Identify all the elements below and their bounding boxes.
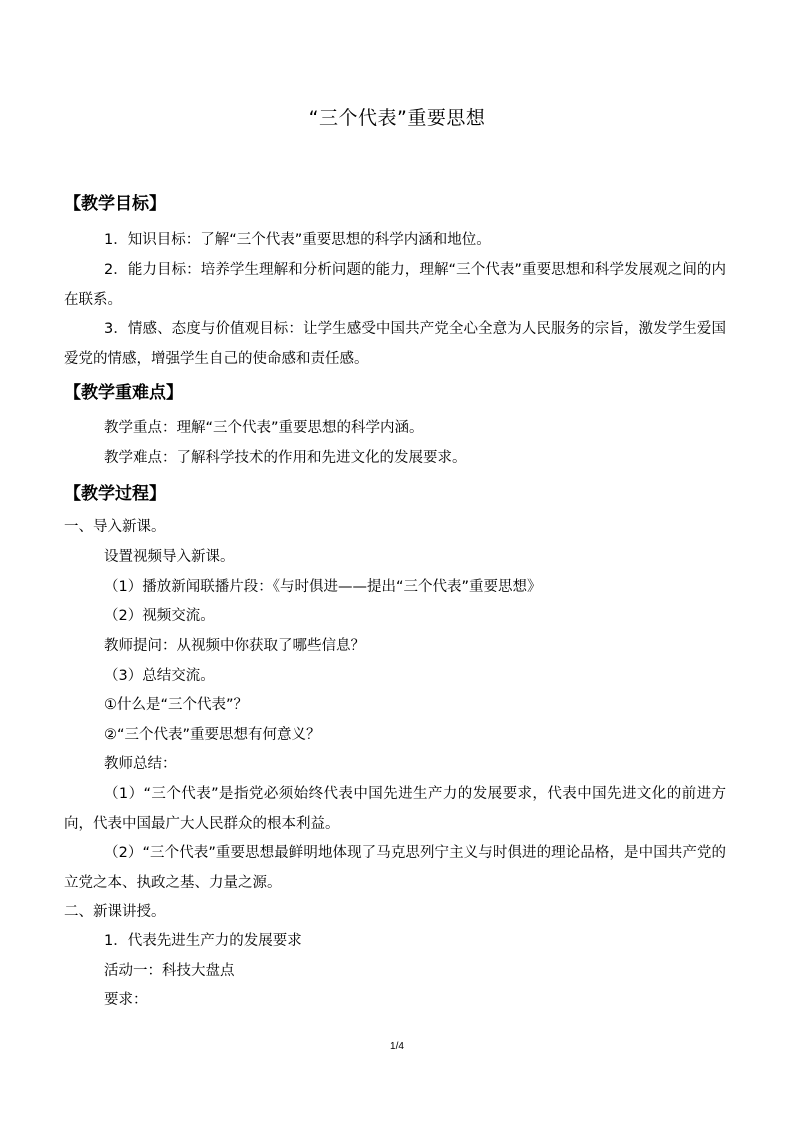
- process-paragraph: （2）“三个代表”重要思想最鲜明地体现了马克思列宁主义与时俱进的理论品格，是中国共产党的立党之本、执政之基、力量之源。: [64, 845, 726, 891]
- process-line: （3）总结交流。: [104, 668, 215, 684]
- heading-process: 【教学过程】: [64, 484, 166, 504]
- process-line: 1．代表先进生产力的发展要求: [104, 933, 302, 949]
- process-line: 一、导入新课。: [64, 519, 166, 535]
- process-line: ①什么是“三个代表”？: [104, 697, 249, 713]
- process-line: 教师提问：从视频中你获取了哪些信息？: [104, 638, 365, 654]
- process-line: （2）视频交流。: [104, 608, 215, 624]
- page-number: 1/4: [390, 1041, 404, 1052]
- key-point-focus: 教学重点：理解“三个代表”重要思想的科学内涵。: [104, 420, 424, 436]
- process-paragraph: （1）“三个代表”是指党必须始终代表中国先进生产力的发展要求，代表中国先进文化的前进方向，代表中国最广大人民群众的根本利益。: [64, 786, 726, 832]
- process-line: 二、新课讲授。: [64, 904, 166, 920]
- objective-item-1: 1．知识目标：了解“三个代表”重要思想的科学内涵和地位。: [104, 232, 491, 248]
- objective-item-3: 3．情感、态度与价值观目标：让学生感受中国共产党全心全意为人民服务的宗旨，激发学生爱国爱党的情感，增强学生自己的使命感和责任感。: [64, 321, 726, 367]
- heading-key-points: 【教学重难点】: [64, 383, 183, 403]
- key-point-difficulty: 教学难点：了解科学技术的作用和先进文化的发展要求。: [104, 450, 467, 466]
- process-line: 教师总结：: [104, 756, 177, 772]
- heading-objectives: 【教学目标】: [64, 194, 166, 214]
- document-title: “三个代表”重要思想: [308, 107, 486, 129]
- process-line: 要求：: [104, 992, 148, 1008]
- process-line: ②“三个代表”重要思想有何意义？: [104, 727, 321, 743]
- process-line: 活动一：科技大盘点: [104, 963, 235, 979]
- objective-item-2: 2．能力目标：培养学生理解和分析问题的能力，理解“三个代表”重要思想和科学发展观之间的内在联系。: [64, 262, 726, 308]
- process-line: （1）播放新闻联播片段：《与时俱进——提出“三个代表”重要思想》: [104, 579, 542, 595]
- process-line: 设置视频导入新课。: [104, 549, 235, 565]
